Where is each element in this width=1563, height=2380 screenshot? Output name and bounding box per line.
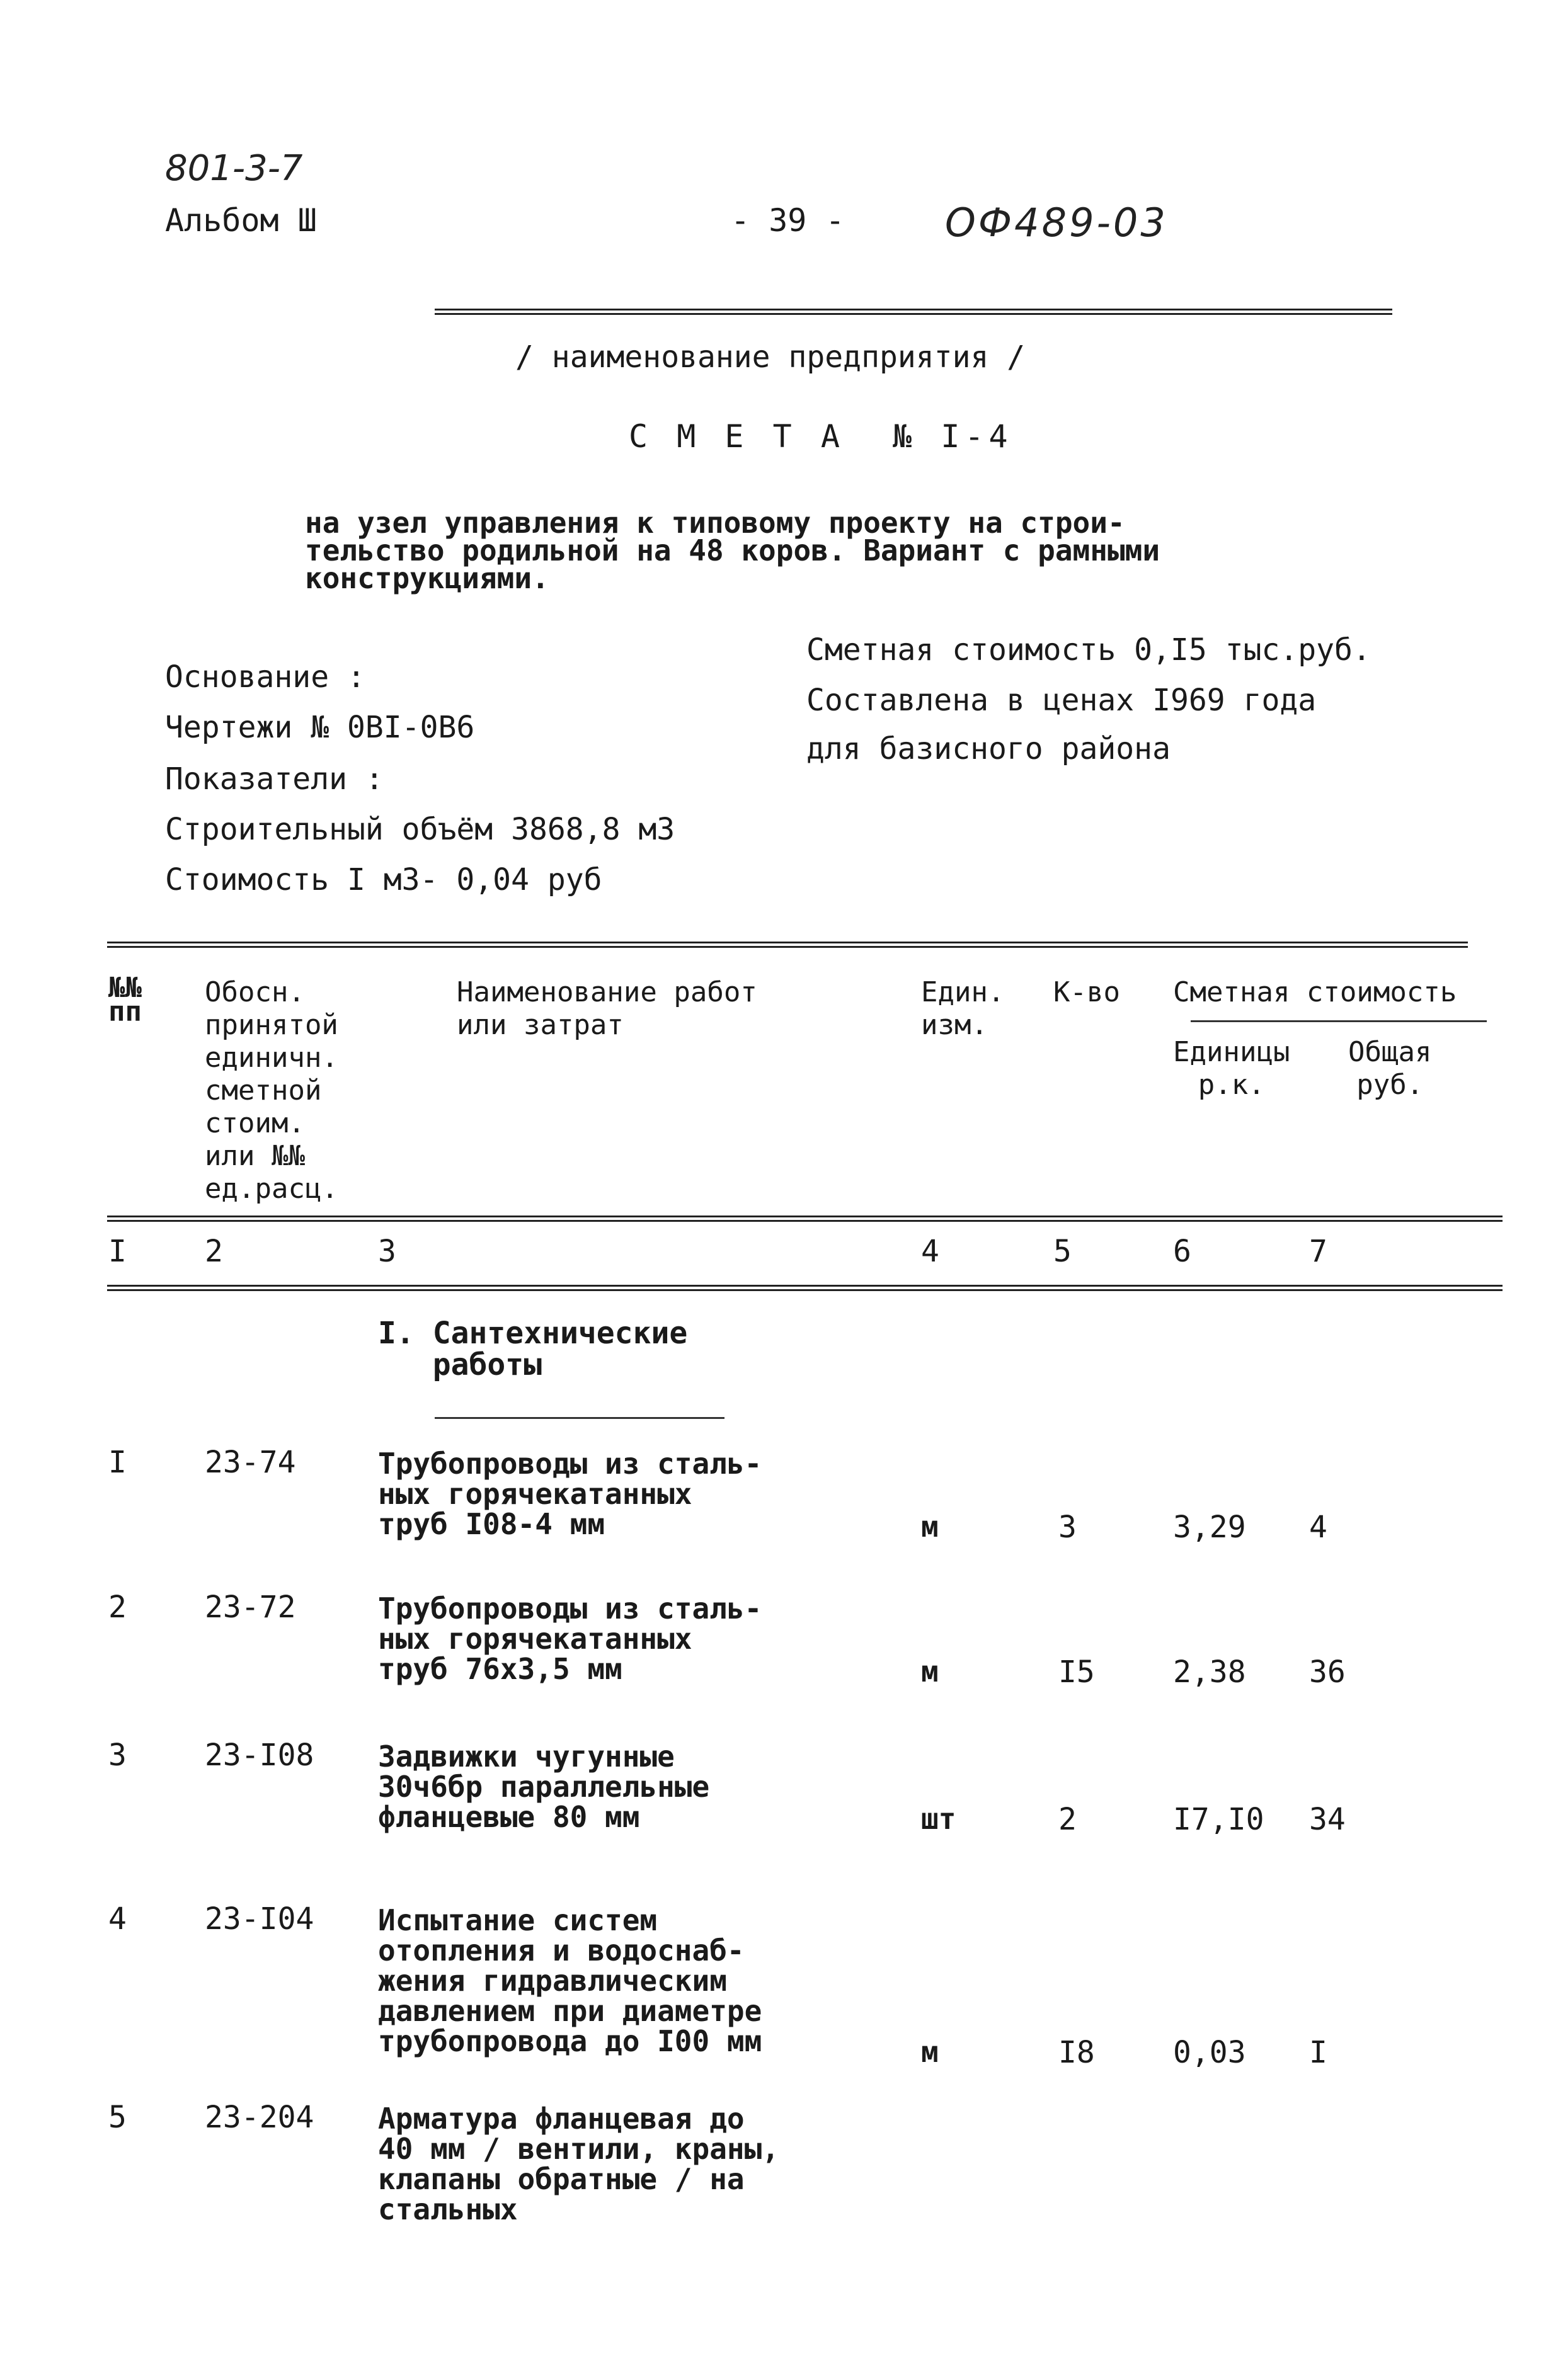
- row-quantity: I8: [1058, 2035, 1095, 2070]
- document-title: С М Е Т А № I-4: [629, 418, 1013, 455]
- row-unit: м: [921, 2035, 939, 2069]
- section-title: I. Сантехнические работы: [378, 1316, 688, 1382]
- table-top-rule: [107, 942, 1468, 948]
- column-number-7: 7: [1309, 1234, 1327, 1269]
- header-row-number: №№ пп: [108, 972, 142, 1028]
- section-title-underline: [435, 1417, 724, 1419]
- column-numbers-rule: [107, 1285, 1503, 1291]
- header-unit: Един. изм.: [921, 976, 1005, 1041]
- album-label: Альбом Ш: [165, 202, 317, 239]
- header-quantity: К-во: [1053, 976, 1120, 1008]
- enterprise-placeholder: / наименование предприятия /: [515, 339, 1026, 375]
- row-code: 23-74: [205, 1445, 296, 1480]
- row-work-name: Трубопроводы из сталь- ных горячекатанных труб 76х3,5 мм: [378, 1591, 762, 1686]
- header-unit-cost: Единицы р.к.: [1173, 1036, 1290, 1101]
- column-number-3: 3: [378, 1234, 396, 1269]
- row-unit: м: [921, 1654, 939, 1688]
- row-code: 23-I08: [205, 1738, 314, 1773]
- row-quantity: 3: [1058, 1510, 1077, 1545]
- price-basis: Составлена в ценах I969 года: [806, 683, 1317, 718]
- handwritten-reference: ОФ489-03: [945, 200, 1168, 246]
- row-number: 4: [108, 1901, 127, 1937]
- row-total: 36: [1309, 1654, 1346, 1690]
- row-code: 23-I04: [205, 1901, 314, 1937]
- base-region: для базисного района: [806, 731, 1171, 766]
- header-basis: Обосн. принятой единичн. сметной стоим. или №№ ед.расц.: [205, 976, 338, 1205]
- building-volume: Строительный объём 3868,8 м3: [165, 812, 675, 847]
- row-unit-price: I7,I0: [1173, 1802, 1264, 1837]
- row-work-name: Испытание систем отопления и водоснаб- жения гидравлическим давлением при диаметре трубопровода до I00 мм: [378, 1903, 762, 2058]
- basis-label: Основание :: [165, 659, 365, 695]
- row-code: 23-204: [205, 2100, 314, 2135]
- row-quantity: I5: [1058, 1654, 1095, 1690]
- row-work-name: Трубопроводы из сталь- ных горячекатанных труб I08-4 мм: [378, 1447, 762, 1541]
- row-total: 34: [1309, 1802, 1346, 1837]
- document-subtitle: на узел управления к типовому проекту на строи- тельство родильной на 48 коров. Вариант с рамными конструкциями.: [305, 506, 1160, 595]
- header-bottom-rule: [107, 1216, 1503, 1222]
- estimated-cost: Сметная стоимость 0,I5 тыс.руб.: [806, 632, 1371, 668]
- row-code: 23-72: [205, 1590, 296, 1625]
- indicators-label: Показатели :: [165, 761, 384, 797]
- column-number-2: 2: [205, 1234, 223, 1269]
- handwritten-code: 801-3-7: [165, 148, 303, 189]
- header-estimated-cost: Сметная стоимость: [1173, 976, 1457, 1008]
- row-number: 3: [108, 1738, 127, 1773]
- row-work-name: Задвижки чугунные 30ч6бр параллельные фланцевые 80 мм: [378, 1739, 710, 1834]
- row-number: 2: [108, 1590, 127, 1625]
- row-unit-price: 2,38: [1173, 1654, 1246, 1690]
- row-unit: шт: [921, 1802, 956, 1836]
- row-work-name: Арматура фланцевая до 40 мм / вентили, краны, клапаны обратные / на стальных: [378, 2102, 779, 2226]
- unit-volume-cost: Стоимость I м3- 0,04 руб: [165, 862, 602, 897]
- cost-header-rule: [1191, 1020, 1487, 1022]
- row-unit-price: 0,03: [1173, 2035, 1246, 2070]
- column-number-6: 6: [1173, 1234, 1191, 1269]
- row-unit-price: 3,29: [1173, 1510, 1246, 1545]
- page-number: - 39 -: [731, 202, 845, 239]
- drawings-ref: Чертежи № 0ВI-0В6: [165, 710, 475, 745]
- header-total-cost: Общая руб.: [1348, 1036, 1432, 1101]
- row-number: I: [108, 1445, 127, 1480]
- row-quantity: 2: [1058, 1802, 1077, 1837]
- row-unit: м: [921, 1510, 939, 1544]
- header-rule: [435, 309, 1392, 315]
- column-number-1: I: [108, 1234, 127, 1269]
- row-total: I: [1309, 2035, 1327, 2070]
- column-number-4: 4: [921, 1234, 939, 1269]
- row-number: 5: [108, 2100, 127, 2135]
- header-work-name: Наименование работ или затрат: [457, 976, 757, 1041]
- column-number-5: 5: [1053, 1234, 1072, 1269]
- row-total: 4: [1309, 1510, 1327, 1545]
